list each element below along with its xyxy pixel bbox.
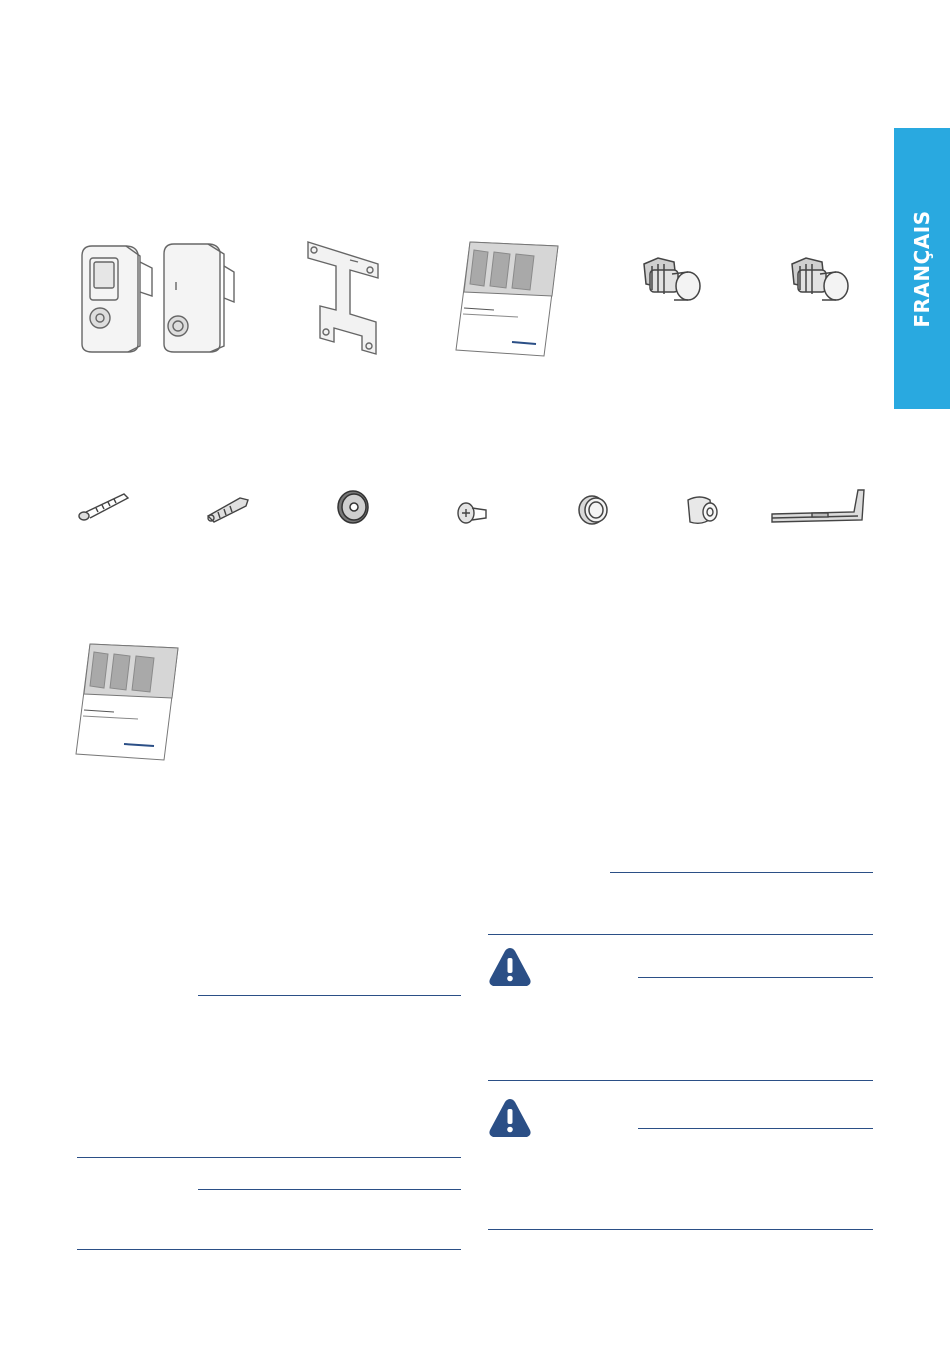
- language-tab[interactable]: [894, 128, 950, 409]
- charger-units-icon: [78, 240, 238, 358]
- manual-booklet-icon-2: [74, 640, 180, 764]
- divider-line: [638, 977, 873, 978]
- divider-line: [488, 1229, 873, 1230]
- warning-triangle-icon: [488, 1097, 532, 1139]
- cable-gland-icon: [638, 256, 704, 306]
- manual-booklet-icon: [454, 238, 560, 360]
- divider-line: [638, 1128, 873, 1129]
- wall-plug-icon: [204, 492, 252, 524]
- divider-line: [488, 1080, 873, 1081]
- washer-icon: [336, 490, 370, 524]
- long-screw-icon: [78, 490, 132, 524]
- divider-line: [198, 1189, 461, 1190]
- sleeve-icon: [682, 492, 722, 528]
- hex-key-icon: [768, 484, 872, 528]
- divider-line: [198, 995, 461, 996]
- mounting-bracket-icon: [302, 236, 384, 360]
- divider-line: [77, 1249, 461, 1250]
- cable-gland-icon-2: [786, 256, 852, 306]
- divider-line: [610, 872, 873, 873]
- lock-nut-icon: [576, 492, 612, 526]
- divider-line: [77, 1157, 461, 1158]
- short-screw-icon: [456, 500, 488, 526]
- language-tab-label: FRANÇAIS: [910, 209, 934, 328]
- divider-line: [488, 934, 873, 935]
- warning-triangle-icon: [488, 946, 532, 988]
